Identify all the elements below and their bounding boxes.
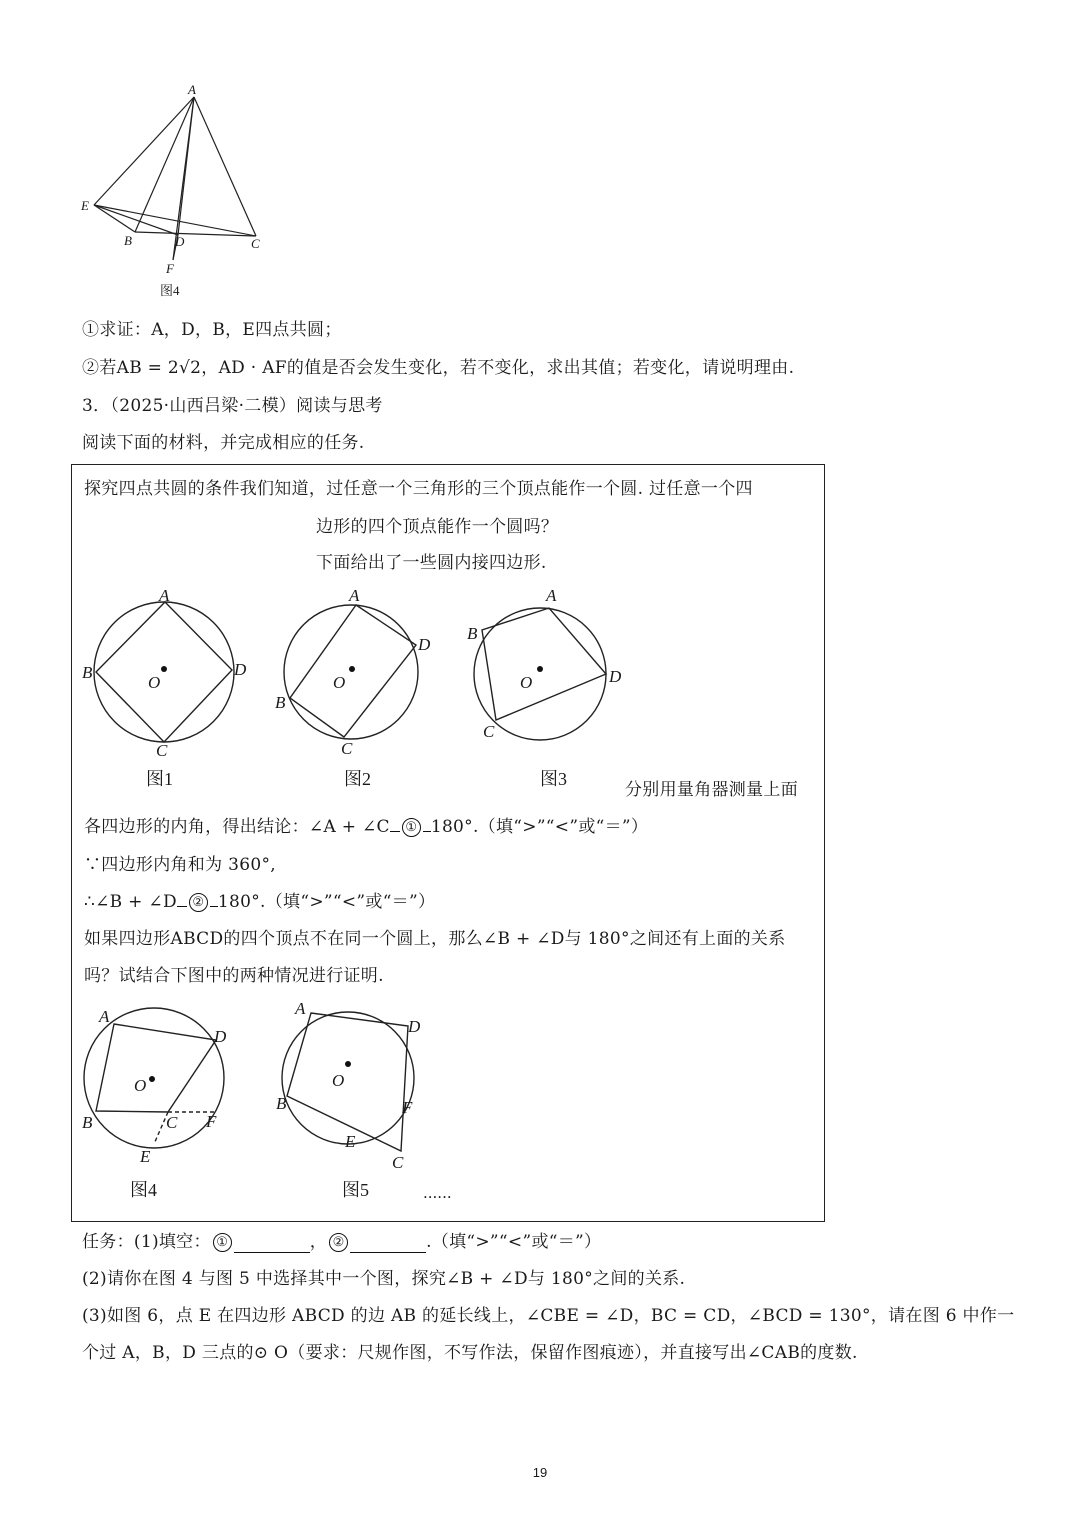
fig5-label-F: F xyxy=(402,1098,413,1117)
box-paragraph-1: 探究四点共圆的条件我们知道，过任意一个三角形的三个顶点能作一个圆. 过任意一个四 xyxy=(84,479,753,499)
fig1-label-O: O xyxy=(148,673,161,692)
q2-item-2: ②若AB = 2√2，AD · AF的值是否会发生变化，若不变化，求出其值；若变化，请说明理由. xyxy=(82,358,795,378)
fig1-label-D: D xyxy=(234,660,247,679)
box-paragraph-3: 下面给出了一些圆内接四边形. xyxy=(316,553,547,573)
fig4-label-C: C xyxy=(166,1113,178,1132)
point-label-B: B xyxy=(124,233,132,248)
figure-4-top xyxy=(78,80,278,300)
circled-number: ① xyxy=(402,818,421,837)
fig3-label-B: B xyxy=(467,624,478,643)
box-side-text: 分别用量角器测量上面 xyxy=(625,780,798,800)
fig2-caption: 图2 xyxy=(344,769,371,789)
fig2-label-D: D xyxy=(418,635,431,654)
task-2: (2)请你在图 4 与图 5 中选择其中一个图，探究∠B + ∠D与 180°之间的关系. xyxy=(82,1269,686,1289)
fig2-label-A: A xyxy=(349,586,360,605)
fig4-label-F: F xyxy=(206,1112,217,1131)
circled-number: ① xyxy=(82,320,100,340)
page-number: 19 xyxy=(532,1465,548,1480)
task-3-line-1: (3)如图 6，点 E 在四边形 ABCD 的边 AB 的延长线上，∠CBE = ∠D，BC = CD，∠BCD = 130°，请在图 6 中作一 xyxy=(82,1306,1015,1326)
ellipsis: ...... xyxy=(423,1184,452,1202)
fig3-label-O: O xyxy=(520,673,533,692)
circled-number: ② xyxy=(82,358,100,378)
fig4-label-A: A xyxy=(99,1007,110,1026)
point-label-A: A xyxy=(188,82,196,97)
fig5-label-D: D xyxy=(408,1017,421,1036)
fig4-label-E: E xyxy=(140,1147,151,1166)
fig5-label-B: B xyxy=(276,1094,287,1113)
fig2-label-C: C xyxy=(341,739,353,758)
fig4-label-B: B xyxy=(82,1113,93,1132)
point-label-F: F xyxy=(166,261,174,276)
fig5-label-C: C xyxy=(392,1153,404,1172)
box-line-angle-sum: ∵四边形内角和为 360°, xyxy=(84,855,276,875)
fig4-label-O: O xyxy=(134,1076,147,1095)
fig4-label-D: D xyxy=(214,1027,227,1046)
fig1-label-A: A xyxy=(159,586,170,605)
q2-item-1: ①求证：A，D，B，E四点共圆； xyxy=(82,320,342,340)
fig1-label-C: C xyxy=(156,741,168,760)
figures-4-5 xyxy=(76,996,436,1176)
figures-1-3 xyxy=(76,580,636,780)
box-paragraph-2: 边形的四个顶点能作一个圆吗？ xyxy=(316,517,559,537)
point-label-C: C xyxy=(251,236,260,251)
fig2-label-O: O xyxy=(333,673,346,692)
task-3-line-2: 个过 A，B，D 三点的⊙ O（要求：尺规作图，不写作法，保留作图痕迹），并直接写出∠CAB的度数. xyxy=(82,1343,858,1363)
box-question-line-2: 吗？试结合下图中的两种情况进行证明. xyxy=(84,966,384,986)
fig5-label-O: O xyxy=(332,1071,345,1090)
answer-blank-2[interactable] xyxy=(350,1232,426,1253)
fig5-label-E: E xyxy=(345,1132,356,1151)
box-conclusion-line-2: ∴∠B + ∠D ② 180°.（填“>”“<”或“＝”） xyxy=(84,892,436,912)
point-label-E: E xyxy=(81,198,89,213)
circled-number: ② xyxy=(329,1233,348,1252)
circled-number: ① xyxy=(213,1233,232,1252)
fig5-caption: 图5 xyxy=(342,1180,369,1200)
box-conclusion-line: 各四边形的内角，得出结论：∠A + ∠C ① 180°.（填“>”“<”或“＝”） xyxy=(84,817,649,837)
fig3-label-D: D xyxy=(609,667,622,686)
answer-blank-1[interactable] xyxy=(234,1232,310,1253)
fig1-caption: 图1 xyxy=(146,769,173,789)
task-1: 任务：(1)填空： ① ， ② .（填“>”“<”或“＝”） xyxy=(82,1232,602,1252)
fig1-label-B: B xyxy=(82,663,93,682)
fig5-label-A: A xyxy=(295,999,306,1018)
question-3-header: 3．（2025·山西吕梁·二模）阅读与思考 xyxy=(82,396,383,416)
fig3-label-C: C xyxy=(483,722,495,741)
fig2-label-B: B xyxy=(275,693,286,712)
box-question-line-1: 如果四边形ABCD的四个顶点不在同一个圆上，那么∠B + ∠D与 180°之间还有上面的关系 xyxy=(84,929,786,949)
fig3-label-A: A xyxy=(546,586,557,605)
question-3-intro: 阅读下面的材料，并完成相应的任务. xyxy=(82,433,365,453)
point-label-D: D xyxy=(175,234,185,249)
fig3-caption: 图3 xyxy=(540,769,567,789)
fig4-caption: 图4 xyxy=(130,1180,157,1200)
figure-caption: 图4 xyxy=(160,283,180,298)
circled-number: ② xyxy=(189,893,208,912)
